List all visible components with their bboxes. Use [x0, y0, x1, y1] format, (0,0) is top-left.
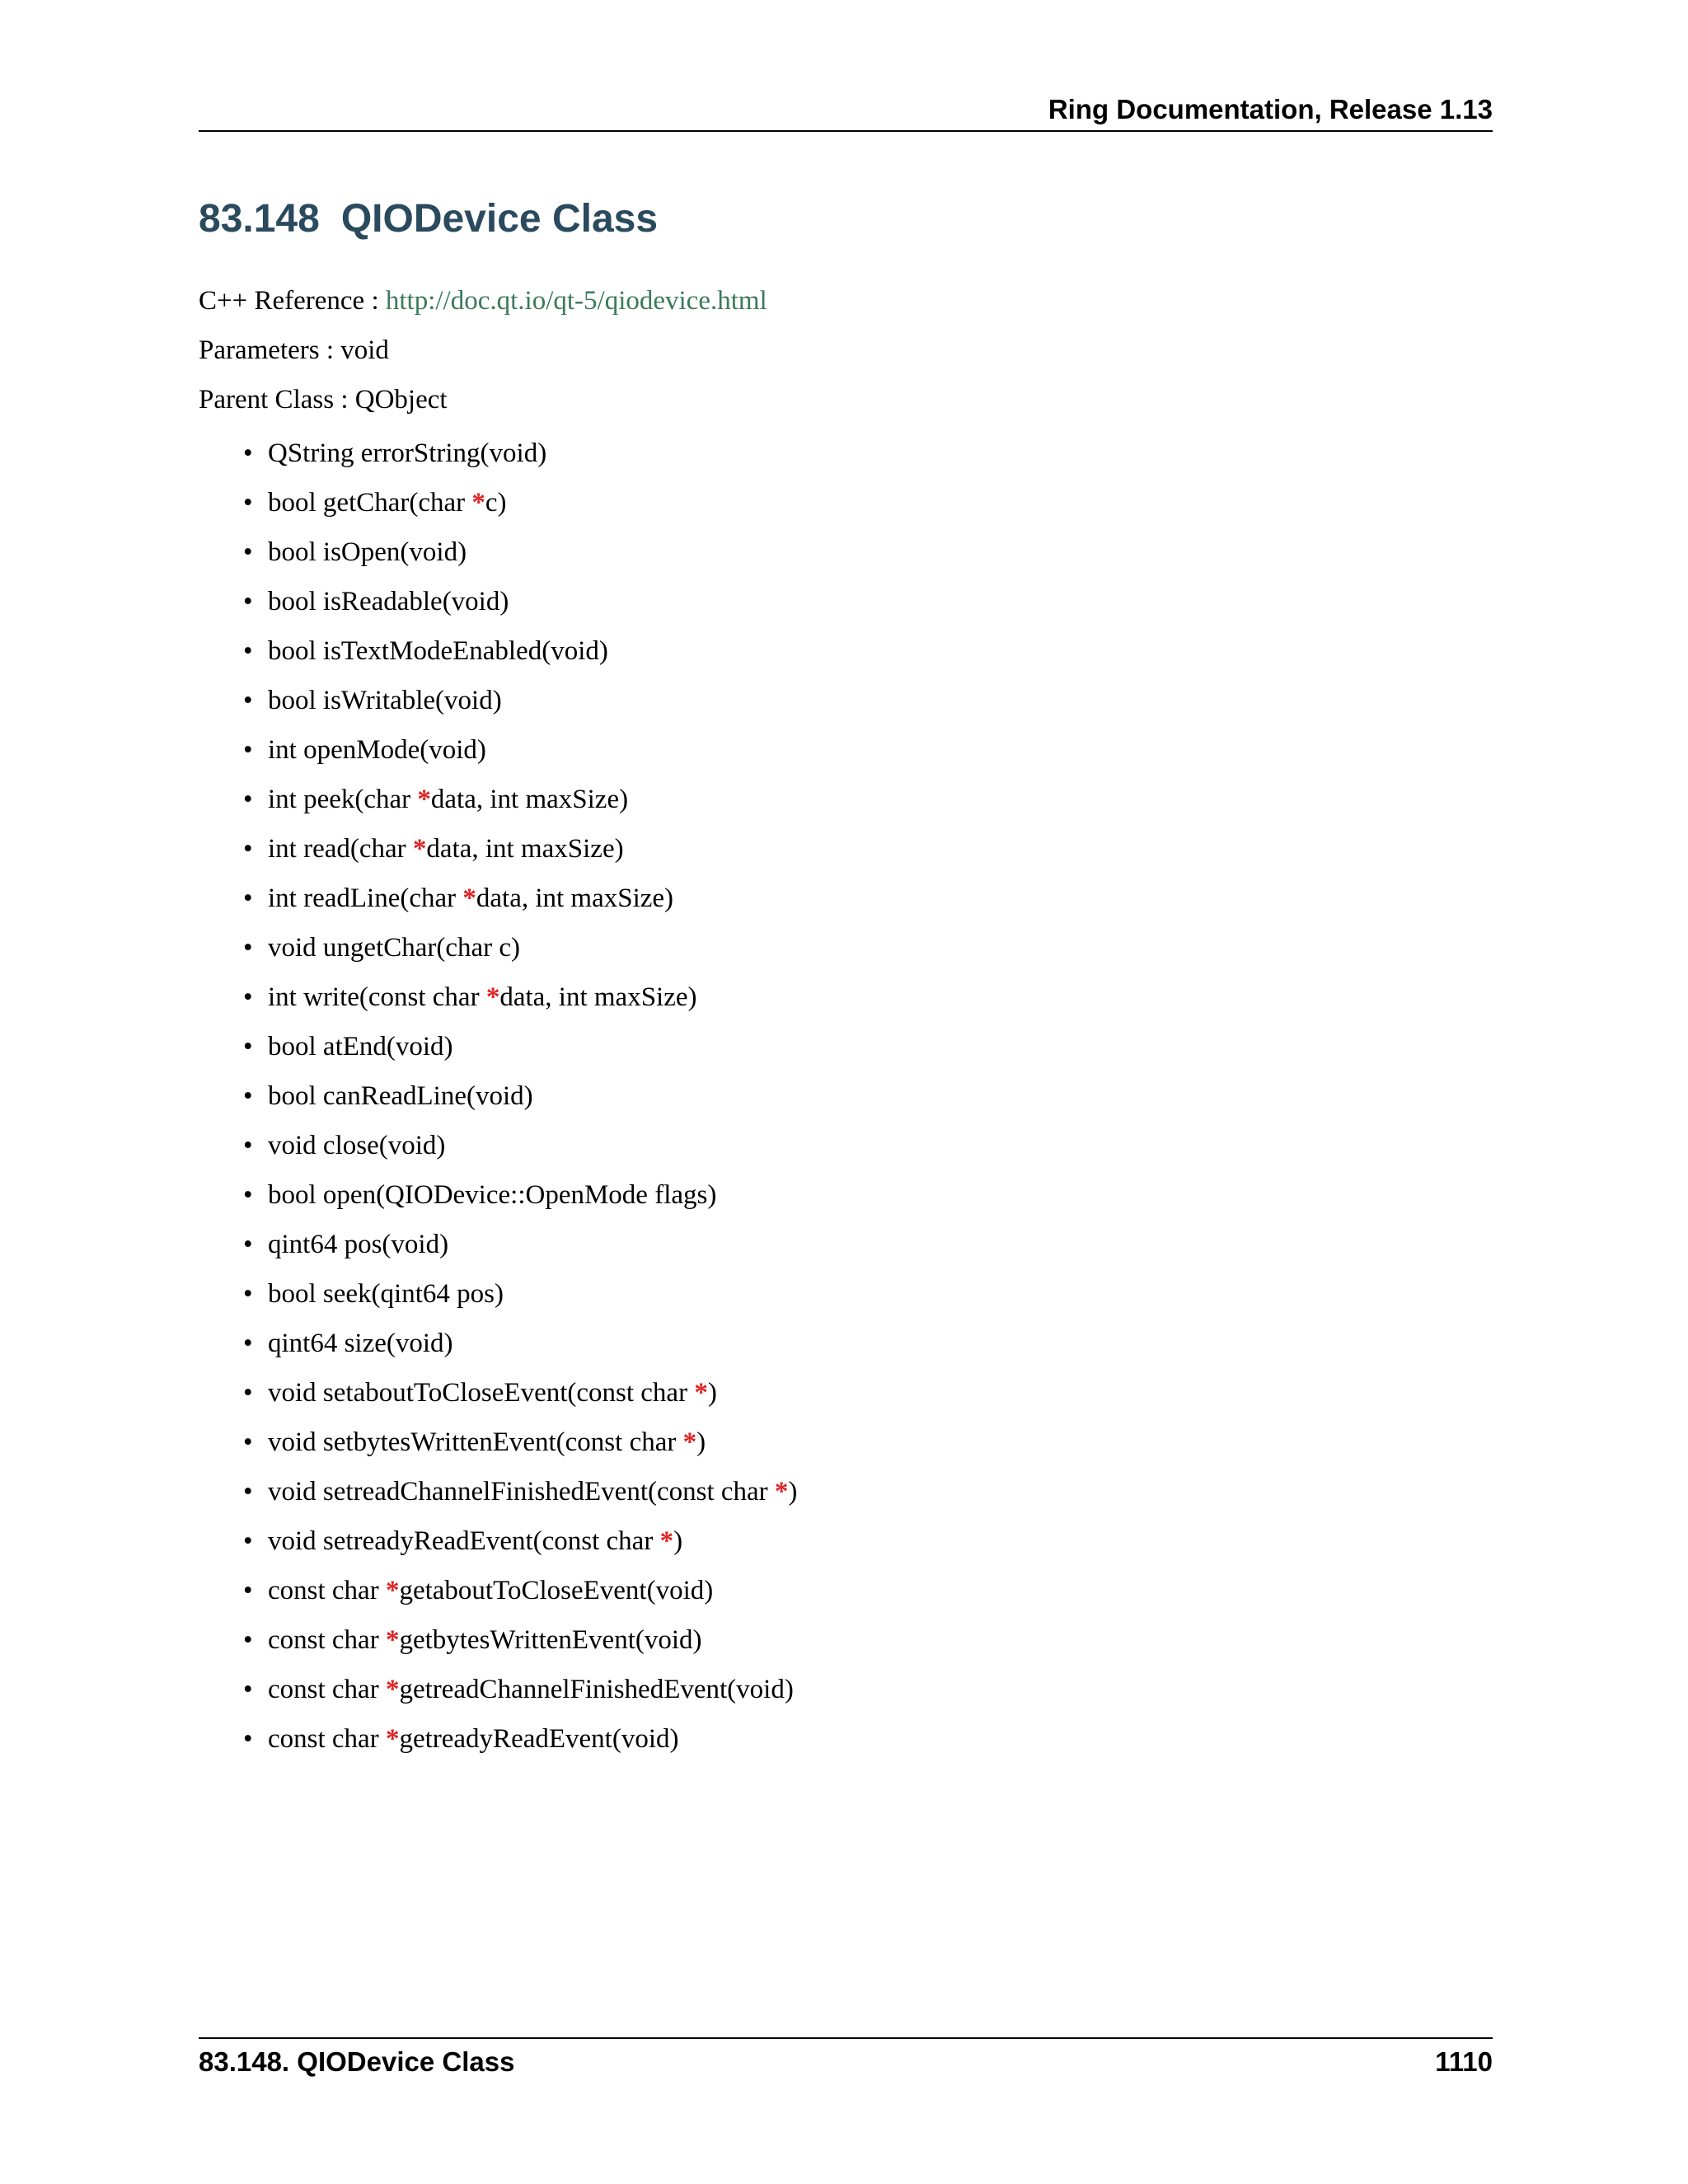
method-signature-end: getreadyReadEvent(void) — [399, 1724, 679, 1754]
pointer-star: * — [462, 883, 476, 913]
method-signature-start: bool isWritable(void) — [268, 686, 502, 715]
method-item — [199, 585, 797, 618]
bullet-icon: • — [243, 1180, 253, 1210]
bullet-icon: • — [243, 834, 253, 864]
bullet-icon: • — [243, 1081, 253, 1111]
method-signature-start: void setbytesWrittenEvent(const char — [268, 1427, 683, 1457]
method-signature-start: int openMode(void) — [268, 735, 486, 765]
method-item — [199, 1525, 797, 1558]
method-item — [199, 1277, 797, 1310]
bullet-icon: • — [243, 1576, 253, 1605]
section-title — [199, 194, 658, 244]
method-item — [199, 882, 797, 915]
header-rule — [199, 130, 1493, 132]
method-item — [199, 1228, 797, 1261]
parent-class-line: Parent Class : QObject — [199, 385, 448, 415]
section-title-text: QIODevice Class — [340, 197, 659, 241]
method-item — [199, 931, 797, 964]
method-signature-end: data, int maxSize) — [499, 982, 697, 1012]
method-item — [199, 536, 797, 569]
bullet-icon: • — [243, 587, 253, 616]
method-signature-end: getreadChannelFinishedEvent(void) — [399, 1675, 794, 1704]
bullet-icon: • — [243, 1131, 253, 1160]
bullet-icon: • — [243, 1526, 253, 1556]
section-number: 83.148 — [199, 197, 320, 241]
method-item — [199, 733, 797, 766]
method-item — [199, 1574, 797, 1607]
method-signature-start: int peek(char — [268, 785, 418, 814]
method-signature-start: void setreadChannelFinishedEvent(const char — [268, 1477, 775, 1507]
bullet-icon: • — [243, 1724, 253, 1754]
bullet-icon: • — [243, 1032, 253, 1062]
method-item — [199, 635, 797, 668]
method-item — [199, 437, 797, 470]
method-signature-end: getbytesWrittenEvent(void) — [399, 1625, 702, 1655]
pointer-star: * — [694, 1378, 708, 1408]
method-signature-start: void setaboutToCloseEvent(const char — [268, 1378, 695, 1408]
bullet-icon: • — [243, 537, 253, 567]
bullet-icon: • — [243, 1427, 253, 1457]
method-signature-start: bool open(QIODevice::OpenMode flags) — [268, 1180, 717, 1210]
method-signature-end: ) — [788, 1477, 798, 1507]
cpp-reference-link[interactable]: http://doc.qt.io/qt-5/qiodevice.html — [385, 286, 767, 316]
method-signature-start: int read(char — [268, 834, 413, 864]
method-signature-start: int write(const char — [268, 982, 486, 1012]
method-signature-start: bool isTextModeEnabled(void) — [268, 636, 608, 666]
method-signature-start: QString errorString(void) — [268, 438, 547, 468]
pointer-star: * — [485, 982, 500, 1012]
method-list — [199, 437, 797, 1772]
method-item — [199, 1376, 797, 1409]
method-item — [199, 1080, 797, 1113]
method-signature-start: bool getChar(char — [268, 488, 472, 518]
footer-section: 83.148. QIODevice Class — [199, 2046, 515, 2077]
method-item — [199, 1624, 797, 1657]
pointer-star: * — [774, 1477, 789, 1507]
bullet-icon: • — [243, 1625, 253, 1655]
bullet-icon: • — [243, 488, 253, 518]
method-signature-end: getaboutToCloseEvent(void) — [399, 1576, 714, 1605]
method-signature-end: ) — [696, 1427, 706, 1457]
bullet-icon: • — [243, 438, 253, 468]
method-signature-end: data, int maxSize) — [430, 785, 629, 814]
bullet-icon: • — [243, 1230, 253, 1259]
method-signature-end: data, int maxSize) — [426, 834, 624, 864]
method-signature-start: bool atEnd(void) — [268, 1032, 453, 1062]
pointer-star: * — [412, 834, 427, 864]
method-item — [199, 981, 797, 1014]
method-item — [199, 1179, 797, 1212]
method-signature-start: int readLine(char — [268, 883, 463, 913]
method-item — [199, 684, 797, 717]
bullet-icon: • — [243, 1477, 253, 1507]
cpp-reference-line — [199, 284, 767, 317]
pointer-star: * — [659, 1526, 674, 1556]
method-signature-start: qint64 pos(void) — [268, 1230, 449, 1259]
bullet-icon: • — [243, 636, 253, 666]
method-signature-start: void setreadyReadEvent(const char — [268, 1526, 660, 1556]
method-signature-start: const char — [268, 1675, 386, 1704]
page-number: 1110 — [1435, 2046, 1493, 2077]
method-signature-end: ) — [707, 1378, 717, 1408]
bullet-icon: • — [243, 1329, 253, 1358]
method-signature-end: data, int maxSize) — [476, 883, 674, 913]
bullet-icon: • — [243, 735, 253, 765]
method-item — [199, 1426, 797, 1459]
pointer-star: * — [682, 1427, 697, 1457]
bullet-icon: • — [243, 686, 253, 715]
method-signature-start: const char — [268, 1576, 386, 1605]
bullet-icon: • — [243, 883, 253, 913]
method-item — [199, 1327, 797, 1360]
parameters-line: Parameters : void — [199, 335, 389, 365]
method-item — [199, 1030, 797, 1063]
footer-rule — [199, 2037, 1493, 2039]
method-item — [199, 1129, 797, 1162]
bullet-icon: • — [243, 1279, 253, 1309]
method-signature-start: bool isOpen(void) — [268, 537, 467, 567]
method-signature-end: c) — [485, 488, 507, 518]
method-signature-start: bool canReadLine(void) — [268, 1081, 533, 1111]
running-header: Ring Documentation, Release 1.13 — [1048, 94, 1493, 124]
bullet-icon: • — [243, 982, 253, 1012]
pointer-star: * — [385, 1625, 400, 1655]
method-signature-start: qint64 size(void) — [268, 1329, 453, 1358]
method-item — [199, 486, 797, 519]
method-signature-start: bool isReadable(void) — [268, 587, 509, 616]
method-signature-start: void ungetChar(char c) — [268, 933, 521, 963]
method-item — [199, 783, 797, 816]
bullet-icon: • — [243, 933, 253, 963]
bullet-icon: • — [243, 1378, 253, 1408]
cpp-reference-label: C++ Reference : — [199, 286, 386, 316]
pointer-star: * — [385, 1724, 400, 1754]
pointer-star: * — [471, 488, 485, 518]
method-item — [199, 832, 797, 865]
method-signature-start: const char — [268, 1625, 386, 1655]
bullet-icon: • — [243, 1675, 253, 1704]
pointer-star: * — [385, 1576, 400, 1605]
method-signature-start: const char — [268, 1724, 386, 1754]
bullet-icon: • — [243, 785, 253, 814]
method-item — [199, 1722, 797, 1755]
pointer-star: * — [385, 1675, 400, 1704]
method-signature-start: void close(void) — [268, 1131, 446, 1160]
pointer-star: * — [417, 785, 431, 814]
method-item — [199, 1673, 797, 1706]
method-signature-start: bool seek(qint64 pos) — [268, 1279, 504, 1309]
method-item — [199, 1475, 797, 1508]
method-signature-end: ) — [673, 1526, 683, 1556]
